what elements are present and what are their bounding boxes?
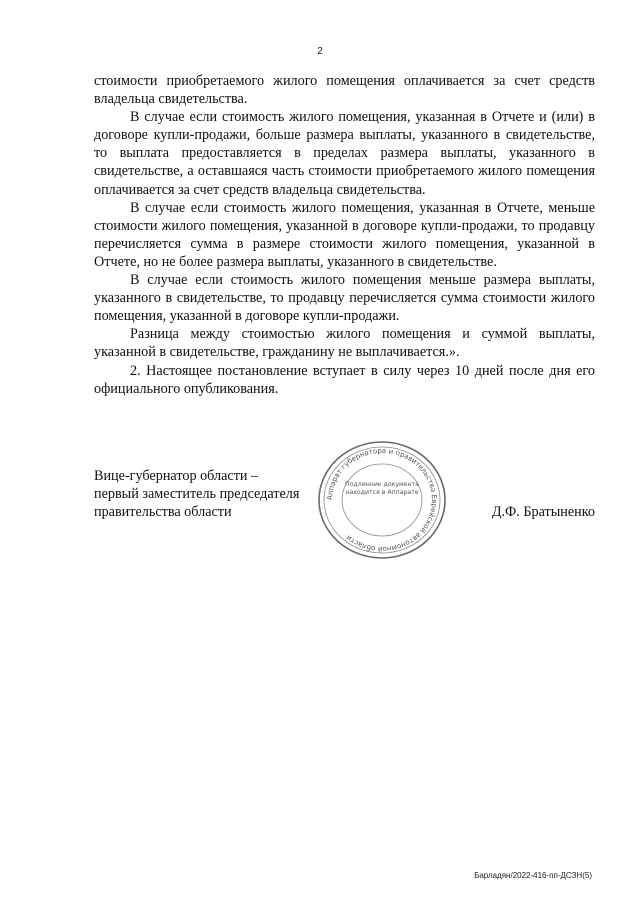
paragraph: В случае если стоимость жилого помещения меньше размера выплаты, указанного в свидетельстве, то продавцу перечисляется сумма стоимости жилого помещения, указанной в договоре купли-продажи. (94, 272, 595, 325)
signature-title (94, 467, 324, 521)
document-code: Барладян/2022-416-пп-ДСЗН(5) (474, 871, 592, 880)
signer-position-line: правительства области (94, 504, 232, 520)
paragraph: стоимости приобретаемого жилого помещения оплачивается за счет средств владельца свидетельства. (94, 73, 595, 108)
paragraph: 2. Настоящее постановление вступает в силу через 10 дней после дня его официального опубликования. (94, 362, 595, 397)
stamp-center-text: Подлинник документа находится в Аппарате (345, 481, 419, 496)
paragraph: Разница между стоимостью жилого помещения и суммой выплаты, указанной в свидетельстве, гражданину не выплачивается.». (94, 326, 595, 361)
page-number: 2 (317, 46, 323, 57)
paragraph: В случае если стоимость жилого помещения, указанная в Отчете и (или) в договоре купли-продажи, больше размера выплаты, указанного в свидетельстве, то выплата предоставляется в пределах размера выплаты, указанного в свидетельстве, а оставшаяся часть стоимости приобретаемого жилого помещения оплачивается за счет средств владельца свидетельства. (94, 109, 595, 198)
stamp-ring-text: Аппарат губернатора и правительства Еврейской автономной области (325, 446, 439, 554)
signer-name: Д.Ф. Братыненко (491, 504, 595, 520)
signer-position-line: Вице-губернатор области – (94, 468, 259, 484)
document-body (94, 72, 595, 398)
signer-position-line: первый заместитель председателя (94, 486, 300, 502)
paragraph: В случае если стоимость жилого помещения, указанная в Отчете, меньше стоимости жилого помещения, указанной в договоре купли-продажи, то продавцу перечисляется сумма в размере стоимости жилого помещения, указанной в Отчете, но не более размера выплаты, указанного в свидетельстве. (94, 199, 595, 270)
official-stamp (312, 435, 452, 565)
